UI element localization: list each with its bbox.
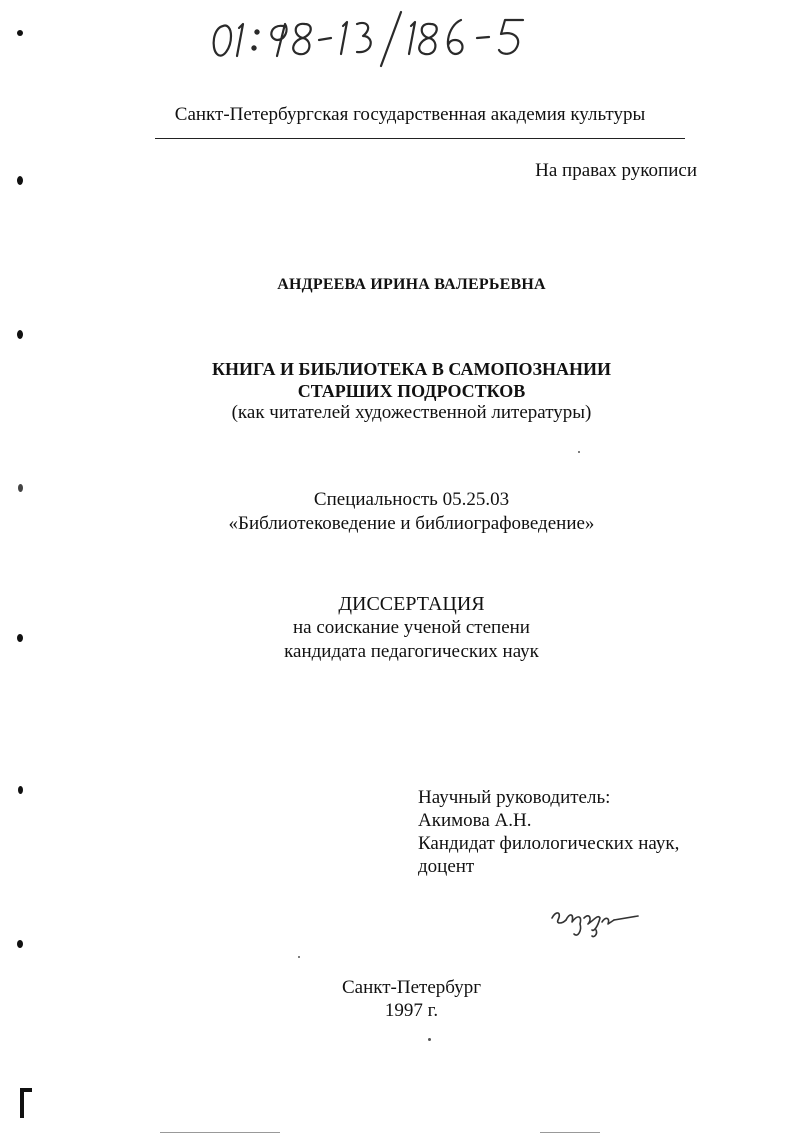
supervisor-block xyxy=(418,786,679,878)
binding-mark xyxy=(17,940,23,948)
scan-edge-line xyxy=(540,1132,600,1133)
archive-code-text: 01:98-13/186-5 xyxy=(205,4,212,5)
year: 1997 г. xyxy=(384,1000,439,1021)
supervisor-rank: доцент xyxy=(418,856,475,877)
supervisor-name: Акимова А.Н. xyxy=(418,810,532,831)
binding-mark xyxy=(17,30,23,36)
binding-mark xyxy=(17,330,23,339)
binding-mark xyxy=(20,1088,32,1092)
supervisor-degree: Кандидат филологических наук, xyxy=(418,833,680,854)
binding-mark xyxy=(18,484,23,492)
rights-note: На правах рукописи xyxy=(535,160,697,181)
binding-mark xyxy=(18,786,23,794)
city-year-block xyxy=(0,976,797,1022)
author-name: АНДРЕЕВА ИРИНА ВАЛЕРЬЕВНА xyxy=(277,276,546,293)
scan-speck xyxy=(578,451,580,453)
scan-edge-line xyxy=(160,1132,280,1133)
binding-mark xyxy=(20,1088,24,1118)
dissertation-subtitle: (как читателей художественной литературы) xyxy=(231,402,592,423)
specialty-code: Специальность 05.25.03 xyxy=(313,489,510,510)
specialty-block xyxy=(0,488,797,536)
scan-speck xyxy=(298,956,300,958)
scan-speck xyxy=(428,1038,431,1041)
city: Санкт-Петербург xyxy=(341,977,481,998)
signature xyxy=(548,900,643,942)
dissertation-title xyxy=(0,358,797,402)
institution-name: Санкт-Петербургская государственная академия культуры xyxy=(174,104,646,125)
title-line-1: КНИГА И БИБЛИОТЕКА В САМОПОЗНАНИИ xyxy=(212,359,611,379)
handwritten-archive-code xyxy=(205,4,545,72)
title-line-2: СТАРШИХ ПОДРОСТКОВ xyxy=(297,381,526,401)
degree-line-2: кандидата педагогических наук xyxy=(284,641,539,662)
binding-mark xyxy=(17,634,23,642)
dissertation-label: ДИССЕРТАЦИЯ xyxy=(338,593,485,615)
supervisor-label: Научный руководитель: xyxy=(418,787,611,808)
degree-line-1: на соискание ученой степени xyxy=(293,617,530,638)
degree-block xyxy=(0,592,797,664)
binding-mark xyxy=(17,176,23,185)
specialty-name: «Библиотековедение и библиографоведение» xyxy=(228,513,595,534)
institution-divider xyxy=(155,138,685,139)
